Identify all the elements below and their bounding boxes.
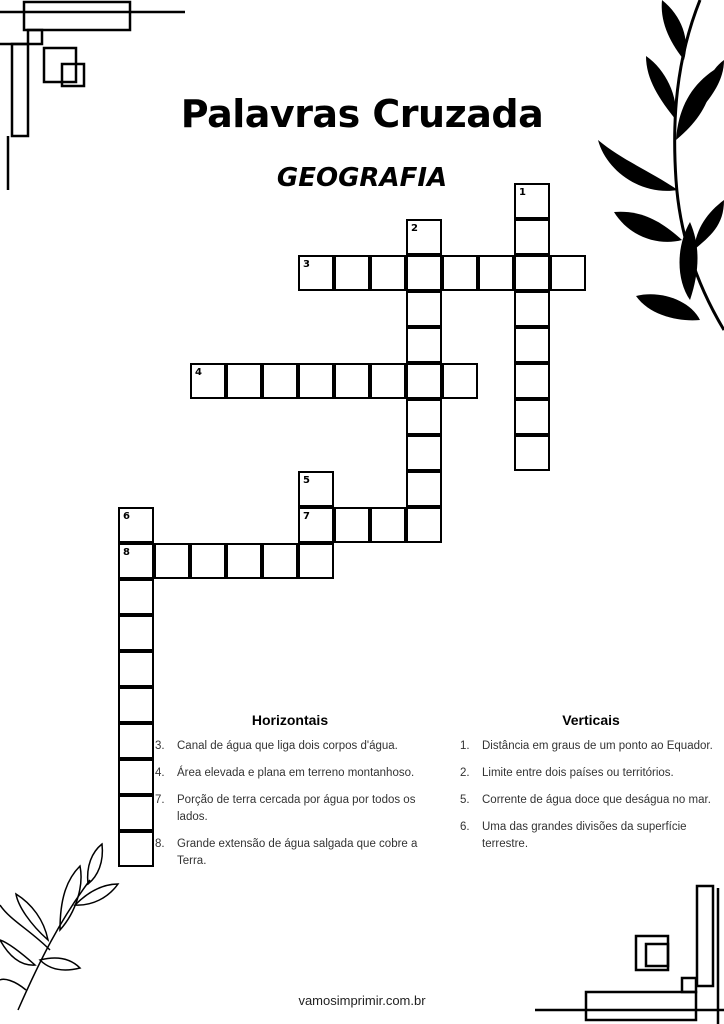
clue-number-label: 3	[303, 259, 310, 270]
vertical-clues	[460, 712, 722, 863]
clue-number-label: 8	[123, 547, 130, 558]
clue-number-label: 1	[519, 187, 526, 198]
crossword-cell[interactable]	[406, 327, 442, 363]
clue-item: 4. Área elevada e plana em terreno montanhoso.	[155, 767, 415, 779]
page-title: Palavras Cruzada	[180, 92, 544, 136]
crossword-cell[interactable]	[118, 615, 154, 651]
crossword-cell[interactable]	[514, 219, 550, 255]
crossword-cell[interactable]	[298, 363, 334, 399]
crossword-cell[interactable]	[550, 255, 586, 291]
crossword-cell[interactable]	[514, 435, 550, 471]
clue-item: 2. Limite entre dois países ou territórios.	[460, 767, 674, 779]
crossword-cell[interactable]	[370, 255, 406, 291]
crossword-cell[interactable]	[118, 795, 154, 831]
page-subtitle: GEOGRAFIA	[276, 163, 448, 193]
clue-item: 1. Distância em graus de um ponto ao Equador.	[460, 740, 713, 752]
crossword-cell[interactable]	[190, 543, 226, 579]
crossword-cell[interactable]	[406, 471, 442, 507]
crossword-cell[interactable]	[514, 327, 550, 363]
clue-number-label: 6	[123, 511, 130, 522]
clue-number-label: 5	[303, 475, 310, 486]
clue-item: 6. Uma das grandes divisões da superfície terrestre.	[460, 821, 687, 850]
horizontal-clues	[155, 712, 425, 880]
crossword-cell[interactable]	[154, 543, 190, 579]
crossword-cell[interactable]	[118, 759, 154, 795]
crossword-cell[interactable]	[370, 363, 406, 399]
crossword-cell[interactable]	[334, 255, 370, 291]
crossword-cell[interactable]	[334, 507, 370, 543]
crossword-cell[interactable]	[406, 255, 442, 291]
crossword-cell[interactable]	[406, 399, 442, 435]
crossword-cell[interactable]	[514, 255, 550, 291]
clue-item: 8. Grande extensão de água salgada que cobre a Terra.	[155, 838, 418, 867]
sprig-illustration	[0, 844, 118, 1010]
clue-number-label: 7	[303, 511, 310, 522]
crossword-cell[interactable]	[370, 507, 406, 543]
clue-item: 3. Canal de água que liga dois corpos d'água.	[155, 740, 398, 752]
crossword-cell[interactable]	[298, 543, 334, 579]
crossword-cell[interactable]	[334, 363, 370, 399]
crossword-cell[interactable]	[406, 435, 442, 471]
crossword-cell[interactable]	[118, 831, 154, 867]
crossword-cell[interactable]	[406, 507, 442, 543]
crossword-cell[interactable]	[262, 543, 298, 579]
crossword-cell[interactable]	[118, 579, 154, 615]
crossword-cell[interactable]	[514, 363, 550, 399]
crossword-cell[interactable]	[118, 687, 154, 723]
crossword-cell[interactable]	[478, 255, 514, 291]
footer-url: vamosimprimir.com.br	[298, 993, 426, 1008]
crossword-cell[interactable]	[514, 291, 550, 327]
clue-number-label: 2	[411, 223, 418, 234]
crossword-cell[interactable]	[118, 723, 154, 759]
crossword-cell[interactable]	[406, 363, 442, 399]
clue-item: 7. Porção de terra cercada por água por todos os lados.	[155, 794, 416, 823]
crossword-cell[interactable]	[226, 363, 262, 399]
vertical-clues-heading: Verticais	[562, 712, 620, 728]
horizontal-clues-heading: Horizontais	[251, 712, 329, 728]
clue-item: 5. Corrente de água doce que deságua no mar.	[460, 794, 711, 806]
crossword-cell[interactable]	[514, 399, 550, 435]
crossword-cell[interactable]	[118, 651, 154, 687]
crossword-cell[interactable]	[226, 543, 262, 579]
crossword-cell[interactable]	[262, 363, 298, 399]
crossword-cell[interactable]	[442, 363, 478, 399]
clue-number-label: 4	[195, 367, 202, 378]
crossword-cell[interactable]	[442, 255, 478, 291]
crossword-cell[interactable]	[406, 291, 442, 327]
